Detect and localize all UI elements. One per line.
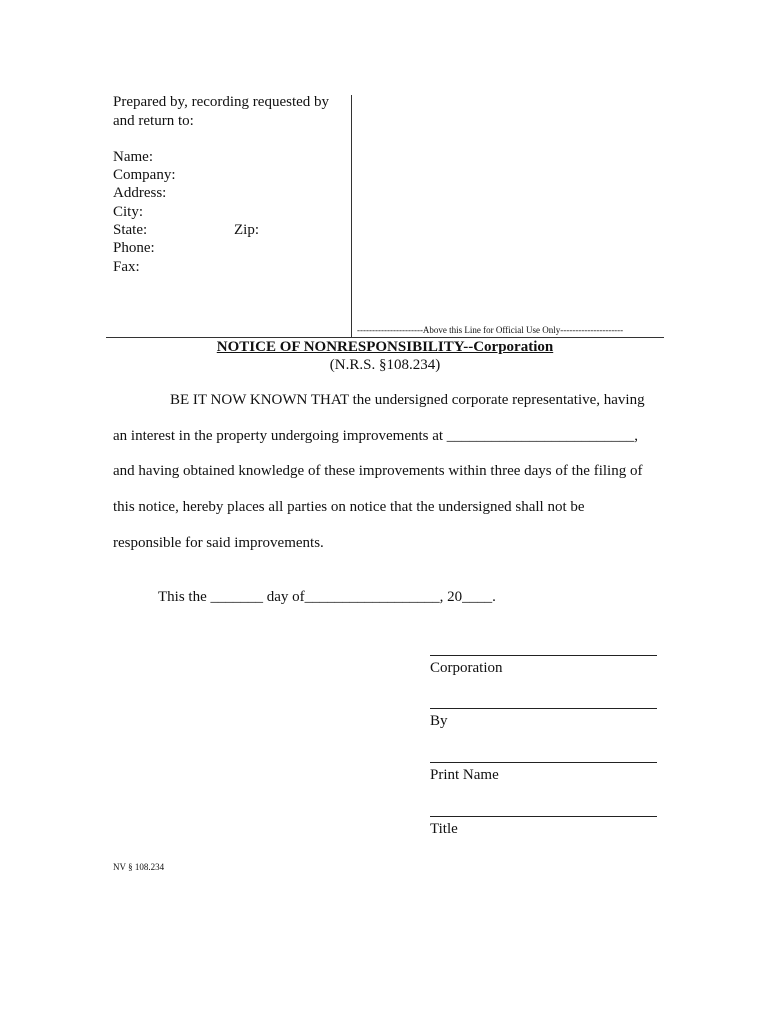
body-line-2: an interest in the property undergoing improvements at _________________________, [113, 428, 639, 444]
official-use-line [106, 337, 664, 338]
official-use-label: ----------------------Above this Line for Official Use Only--------------------- [357, 325, 624, 335]
by-label: By [430, 713, 448, 729]
phone-label: Phone: [113, 240, 155, 256]
body-line-4: this notice, hereby places all parties on notice that the undersigned shall not be [113, 499, 585, 515]
state-label: State: [113, 222, 148, 238]
corporation-signature-line [430, 655, 657, 656]
print-name-label: Print Name [430, 767, 499, 783]
corporation-label: Corporation [430, 660, 503, 676]
body-line-3: and having obtained knowledge of these improvements within three days of the filing of [113, 463, 643, 479]
prepared-by-line2: and return to: [113, 113, 194, 129]
statute-reference: (N.R.S. §108.234) [329, 357, 441, 373]
statute-footer: NV § 108.234 [113, 862, 165, 872]
body-line-5: responsible for said improvements. [113, 535, 324, 551]
print-name-line [430, 762, 657, 763]
prepared-by-line1: Prepared by, recording requested by [113, 94, 330, 110]
document-title: NOTICE OF NONRESPONSIBILITY--Corporation [216, 339, 554, 355]
recording-box-divider [351, 95, 352, 338]
by-signature-line [430, 708, 657, 709]
company-label: Company: [113, 167, 176, 183]
title-label: Title [430, 821, 458, 837]
title-line [430, 816, 657, 817]
body-line-1: BE IT NOW KNOWN THAT the undersigned corporate representative, having [170, 392, 645, 408]
address-label: Address: [113, 185, 167, 201]
zip-label: Zip: [234, 222, 259, 238]
city-label: City: [113, 204, 144, 220]
fax-label: Fax: [113, 259, 140, 275]
date-line: This the _______ day of__________________, 20____. [158, 589, 496, 605]
name-label: Name: [113, 149, 153, 165]
